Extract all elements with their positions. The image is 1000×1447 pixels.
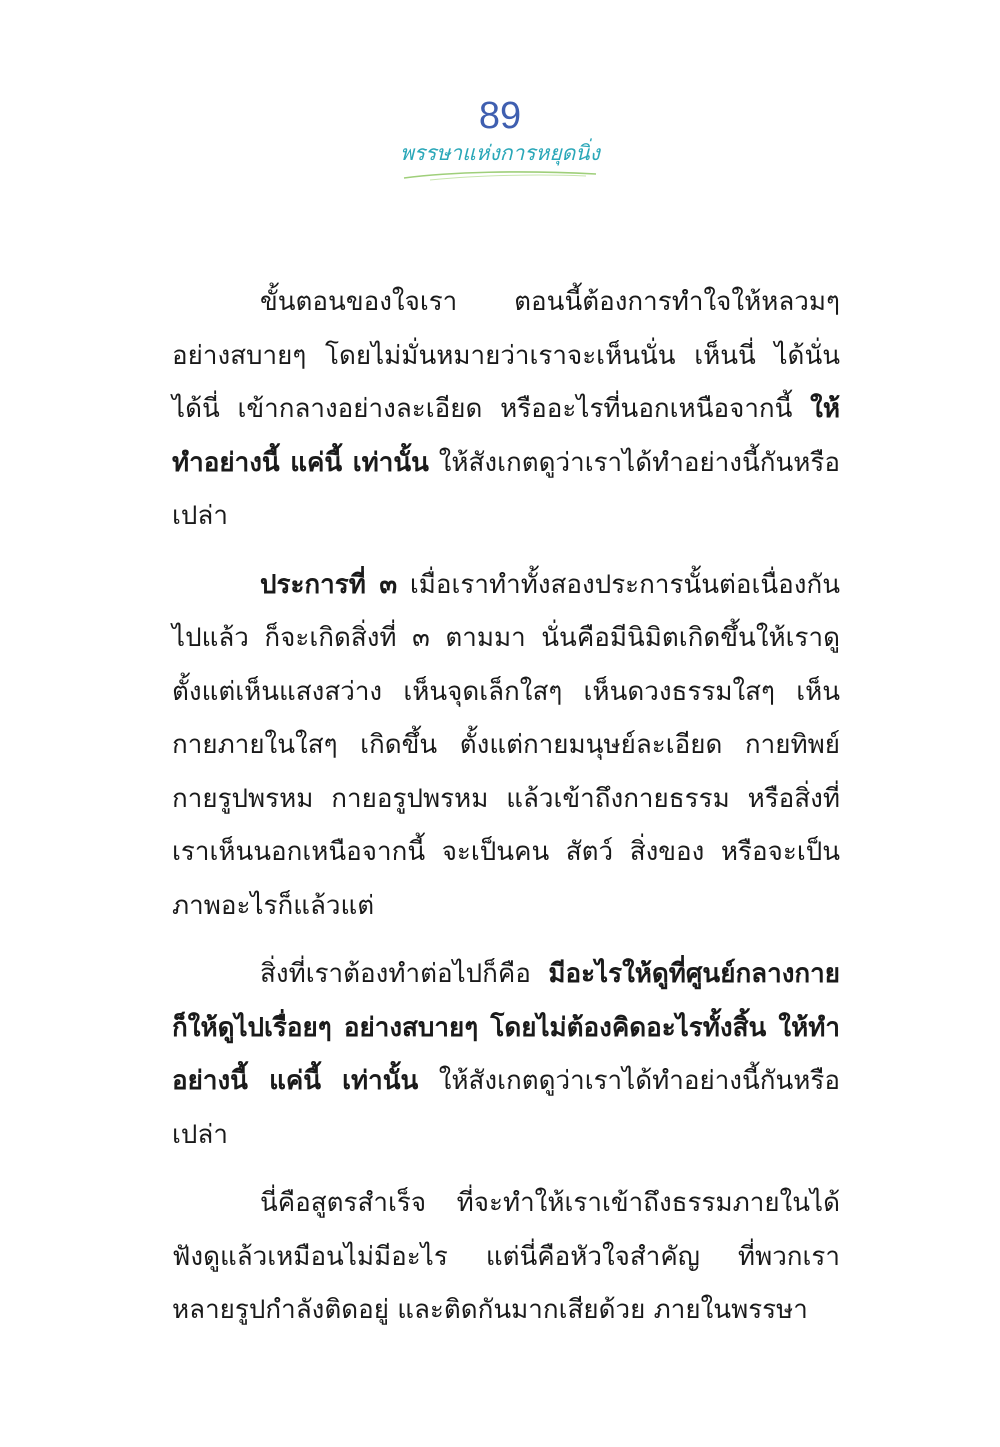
page-header	[0, 92, 1000, 182]
text-run: ให้สังเกตดูว่าเราได้ทำอย่างนี้กันหรือเปล่า	[172, 447, 840, 531]
bold-text-run: ประการที่ ๓	[260, 569, 398, 600]
text-run: ขั้นตอนของใจเรา ตอนนี้ต้องการทำใจให้หลวมๆ อย่างสบายๆ โดยไม่มั่นหมายว่าเราจะเห็นนั่น เห็นนี่ ได้นั่น ได้นี่ เข้ากลางอย่างละเอียด หรืออะไรที่นอกเหนือจากนี้	[172, 287, 840, 424]
title-underline-decoration	[400, 168, 600, 182]
text-run: สิ่งที่เราต้องทำต่อไปก็คือ	[260, 959, 549, 989]
text-run: นี่คือสูตรสำเร็จ ที่จะทำให้เราเข้าถึงธรรมภายในได้ ฟังดูแล้วเหมือนไม่มีอะไร แต่นี่คือหัวใจสำคัญ ที่พวกเราหลายรูปกำลังติดอยู่ และติดกันมากเสียด้วย ภายในพรรษา	[172, 1188, 840, 1325]
text-run: เมื่อเราทำทั้งสองประการนั้นต่อเนื่องกันไปแล้ว ก็จะเกิดสิ่งที่ ๓ ตามมา นั่นคือมีนิมิตเกิดขึ้นให้เราดู ตั้งแต่เห็นแสงสว่าง เห็นจุดเล็กใสๆ เห็นดวงธรรมใสๆ เห็นกายภายในใสๆ เกิดขึ้น ตั้งแต่กายมนุษย์ละเอียด กายทิพย์ กายรูปพรหม กายอรูปพรหม แล้วเข้าถึงกายธรรม หรือสิ่งที่เราเห็นนอกเหนือจากนี้ จะเป็นคน สัตว์ สิ่งของ หรือจะเป็นภาพอะไรก็แล้วแต่	[172, 569, 840, 921]
text-run: ให้สังเกตดูว่าเราได้ทำอย่างนี้กันหรือเปล่า	[172, 1066, 840, 1150]
paragraph-2	[172, 559, 840, 934]
bold-text-run: มีอะไรให้ดูที่ศูนย์กลางกาย ก็ให้ดูไปเรื่อยๆ อย่างสบายๆ โดยไม่ต้องคิดอะไรทั้งสิ้น ให้ทำอย่างนี้ แค่นี้ เท่านั้น	[172, 959, 840, 1096]
paragraph-1	[172, 276, 840, 544]
paragraph-3	[172, 948, 840, 1162]
body-text	[172, 276, 840, 1353]
paragraph-4	[172, 1177, 840, 1338]
book-title: พรรษาแห่งการหยุดนิ่ง	[400, 141, 600, 165]
page-number: 89	[478, 95, 522, 137]
bold-text-run: ให้ทำอย่างนี้ แค่นี้ เท่านั้น	[172, 394, 840, 478]
